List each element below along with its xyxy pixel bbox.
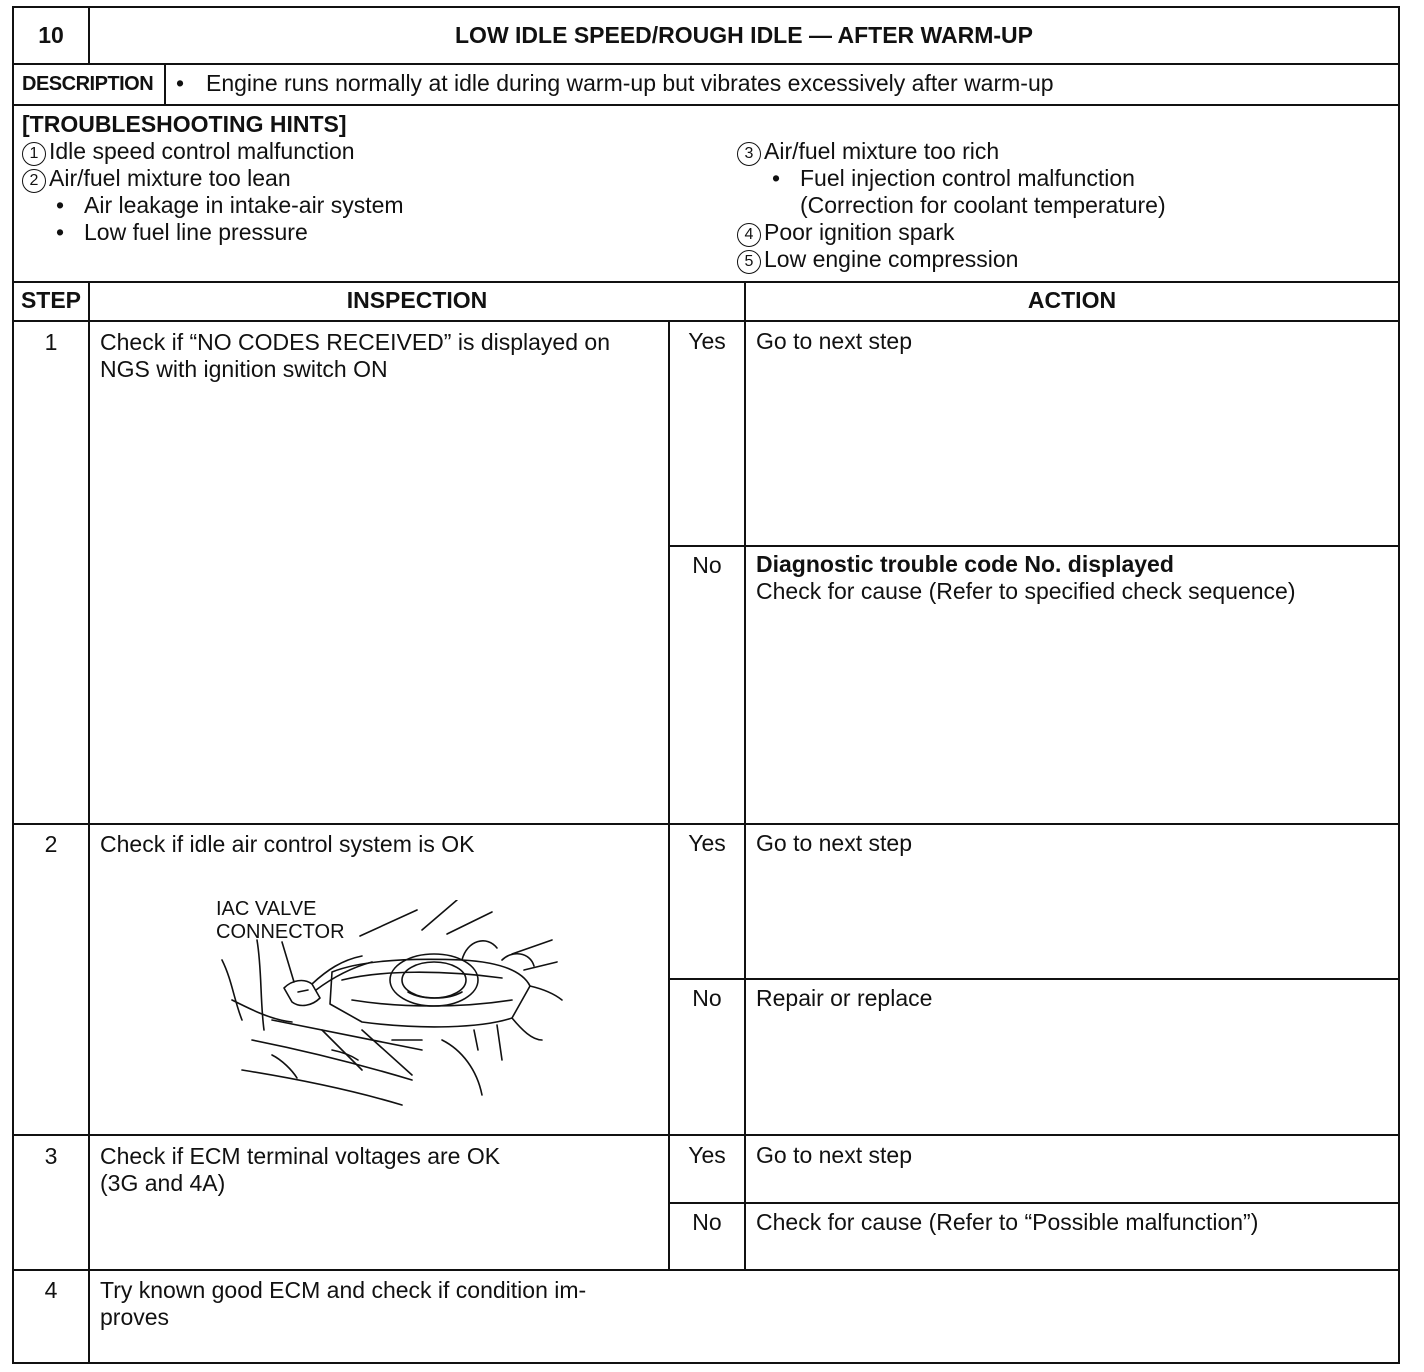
- yes-action: Go to next step: [756, 1142, 912, 1168]
- figure-label: IAC VALVE: [216, 898, 317, 920]
- column-header-action: ACTION: [1027, 287, 1117, 313]
- step-number: 1: [44, 329, 58, 355]
- no-action: Repair or replace: [756, 985, 933, 1011]
- no-label: No: [692, 1209, 722, 1235]
- yes-action: Go to next step: [756, 328, 912, 354]
- step-number: 4: [44, 1277, 58, 1303]
- column-header-inspection: INSPECTION: [346, 287, 488, 313]
- hint-subitem: Low fuel line pressure: [84, 219, 308, 245]
- yes-label: Yes: [688, 830, 726, 856]
- description-label: DESCRIPTION: [22, 73, 154, 95]
- number-1-icon: 1: [22, 142, 46, 166]
- number-5-icon: 5: [737, 250, 761, 274]
- hint-subitem: Fuel injection control malfunction: [800, 165, 1135, 191]
- hint-bullet: •: [56, 192, 65, 218]
- step-inspection-line: Try known good ECM and check if condition im-: [100, 1277, 587, 1303]
- hint-item: 2 Air/fuel mixture too lean: [22, 165, 291, 193]
- procedure-title: LOW IDLE SPEED/ROUGH IDLE — AFTER WARM-UP: [455, 22, 1033, 48]
- yes-label: Yes: [688, 328, 726, 354]
- iac-valve-illustration: [212, 900, 572, 1110]
- hint-subitem: (Correction for coolant temperature): [800, 192, 1166, 218]
- description-text: Engine runs normally at idle during warm-up but vibrates excessively after warm-up: [206, 70, 1054, 96]
- hint-subitem: Air leakage in intake-air system: [84, 192, 404, 218]
- description-bullet: •: [176, 70, 185, 96]
- step-inspection-line: proves: [100, 1304, 170, 1330]
- hint-item: 1 Idle speed control malfunction: [22, 138, 355, 166]
- no-action-title: Diagnostic trouble code No. displayed: [756, 551, 1174, 577]
- step-number: 2: [44, 831, 58, 857]
- step-inspection-line: Check if “NO CODES RECEIVED” is displayed on: [100, 329, 610, 355]
- number-2-icon: 2: [22, 169, 46, 193]
- hint-item: 4 Poor ignition spark: [737, 219, 955, 247]
- number-4-icon: 4: [737, 223, 761, 247]
- yes-label: Yes: [688, 1142, 726, 1168]
- no-action: Check for cause (Refer to specified check sequence): [756, 578, 1296, 604]
- hints-title: [TROUBLESHOOTING HINTS]: [22, 111, 347, 137]
- no-action: Check for cause (Refer to “Possible malfunction”): [756, 1209, 1259, 1235]
- step-inspection-line: Check if ECM terminal voltages are OK: [100, 1143, 501, 1169]
- step-inspection-line: NGS with ignition switch ON: [100, 356, 388, 382]
- hint-bullet: •: [56, 219, 65, 245]
- hint-bullet: •: [772, 165, 781, 191]
- yes-action: Go to next step: [756, 830, 912, 856]
- no-label: No: [692, 985, 722, 1011]
- procedure-number: 10: [38, 22, 64, 48]
- step-inspection-line: (3G and 4A): [100, 1170, 226, 1196]
- hint-item: 3 Air/fuel mixture too rich: [737, 138, 999, 166]
- step-number: 3: [44, 1143, 58, 1169]
- hint-item: 5 Low engine compression: [737, 246, 1018, 274]
- step-inspection-line: Check if idle air control system is OK: [100, 831, 475, 857]
- column-header-step: STEP: [20, 287, 82, 313]
- figure-label: CONNECTOR: [216, 921, 345, 943]
- number-3-icon: 3: [737, 142, 761, 166]
- no-label: No: [692, 552, 722, 578]
